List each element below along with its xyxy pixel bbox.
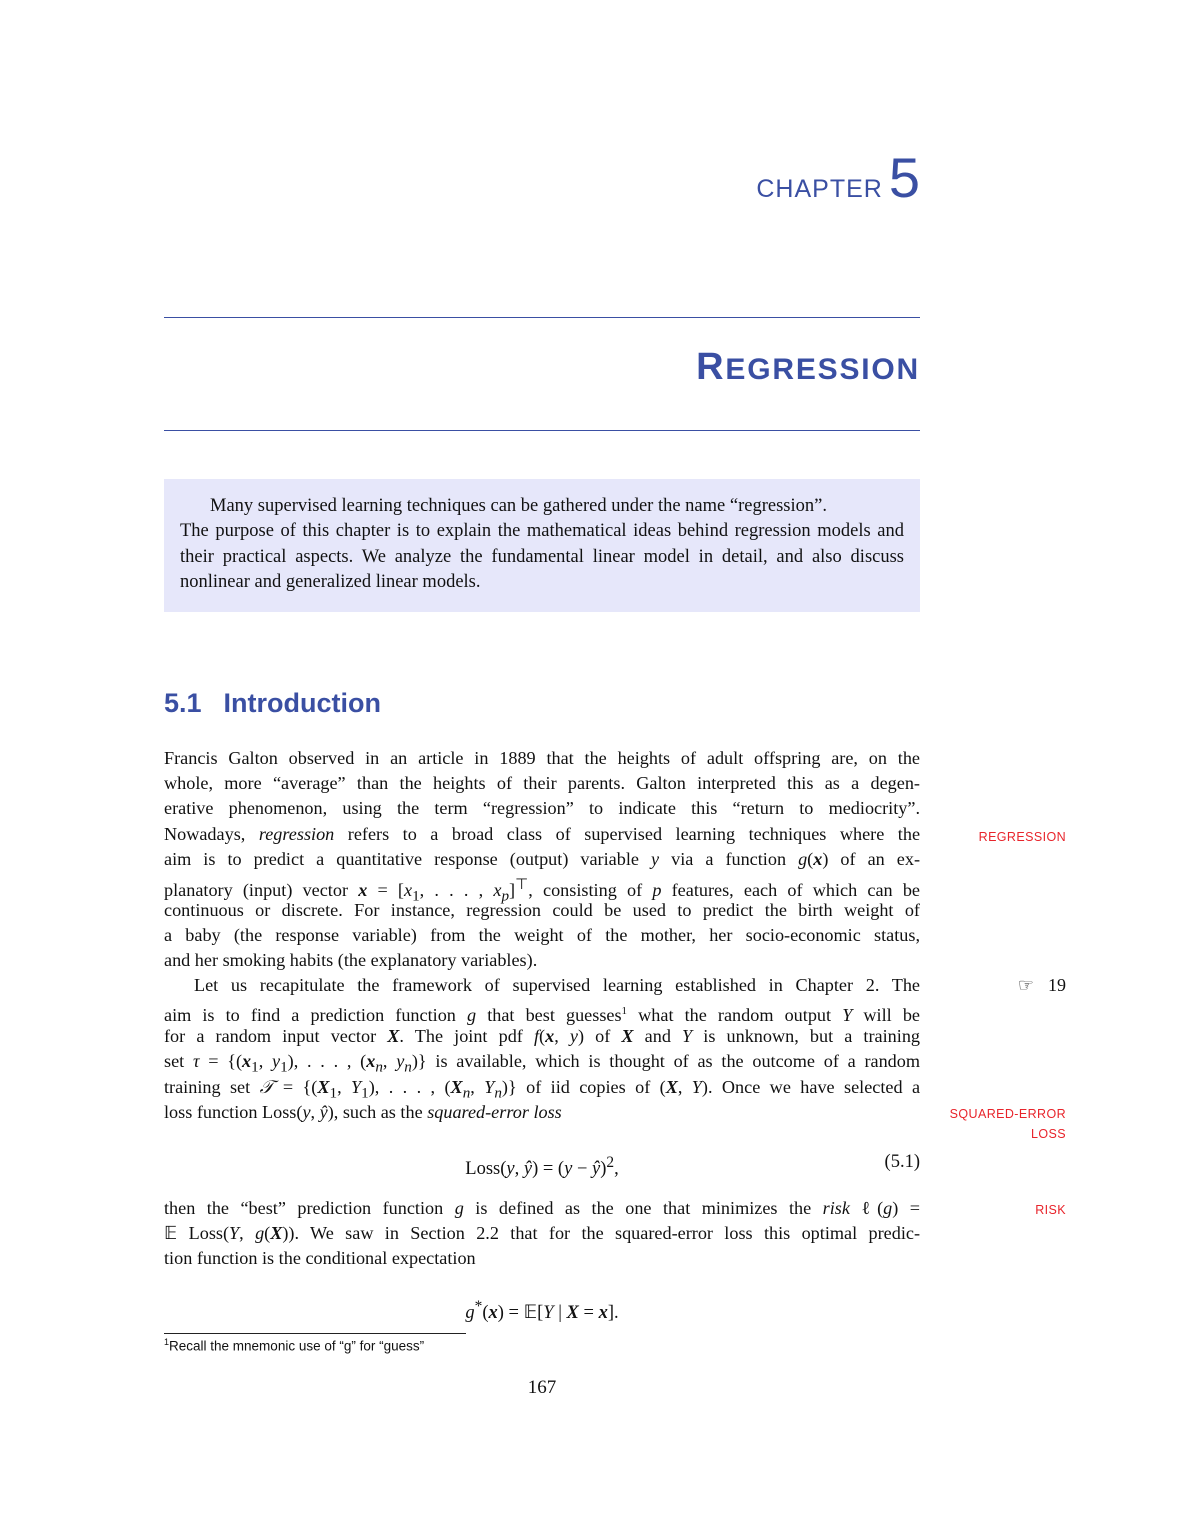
body-line: aim is to find a prediction function g that best guesses$^1$ what the random output Y will be <box>164 1005 920 1026</box>
margin-note-regression: REGRESSION <box>978 830 1066 844</box>
body-line: then the “best” prediction function g is defined as the one that minimizes the risk ℓ(g) = <box>164 1198 921 1218</box>
title-top-rule <box>164 317 920 318</box>
equation-5-1: Loss(y, ŷ) = (y − ŷ)$^2$, (5.1) <box>465 1152 920 1180</box>
margin-note-risk: RISK <box>1035 1203 1066 1217</box>
pointing-hand-icon: ☞ <box>1017 975 1034 996</box>
body-line: erative phenomenon, using the term “regression” to indicate this “return to mediocrity”. <box>164 798 920 818</box>
body-line: for a random input vector X. The joint pdf f(x, y) of X and Y is unknown, but a training <box>164 1026 921 1046</box>
page-number: 167 <box>527 1377 557 1398</box>
body-line: and her smoking habits (the explanatory variables). <box>164 950 538 970</box>
chapter-label <box>700 146 920 209</box>
body-line: training set 𝒯 = {($X_1$, $Y_1$), . . . , ($X_n$, $Y_n$)} of iid copies of (X, Y). Once we have selected a <box>164 1077 921 1102</box>
footnote-rule <box>164 1333 466 1334</box>
body-line: set $\tau = \{(x_1$, $y_1$), . . . , ($x_n$, $y_n$)} is available, which is thought of as the outcome of a random <box>164 1051 920 1076</box>
body-line: Nowadays, regression refers to a broad class of supervised learning techniques where the <box>164 824 921 844</box>
body-line: a baby (the response variable) from the weight of the mother, her socio-economic status, <box>164 925 920 945</box>
footnote: $^1$Recall the mnemonic use of “g” for “guess” <box>164 1337 425 1354</box>
body-line: tion function is the conditional expectation <box>164 1248 476 1268</box>
chapter-title: REGRESSION <box>696 346 920 388</box>
section-heading: 5.1 Introduction <box>164 688 382 718</box>
chapter-number: 5 <box>888 146 920 209</box>
body-line: planatory (input) vector $x = [x_1$, . . . , $x_p]^⊤$, consisting of p features, each of which can be <box>164 876 920 905</box>
body-line: loss function Loss(y, ŷ), such as the squared-error loss <box>164 1102 562 1122</box>
abstract-text: Many supervised learning techniques can be gathered under the name “regression”. The purpose of this chapter is to explain the mathematical ideas behind regression models and their practical aspects. We analyze the fundamental linear model in detail, and also discuss nonlinear and generalized linear models. <box>180 496 904 592</box>
body-line: Francis Galton observed in an article in 1889 that the heights of adult offspring are, on the <box>164 748 920 768</box>
body-line: whole, more “average” than the heights of their parents. Galton interpreted this as a degen- <box>164 773 920 793</box>
body-line: Let us recapitulate the framework of supervised learning established in Chapter 2. The <box>194 975 920 995</box>
title-bottom-rule <box>164 430 920 431</box>
equation-number: (5.1) <box>884 1152 920 1172</box>
margin-note-squared-error-loss: SQUARED-ERROR LOSS <box>949 1107 1066 1141</box>
margin-page-reference[interactable]: ☞ 19 <box>1017 975 1066 996</box>
chapter-word: CHAPTER <box>756 175 883 203</box>
body-line: aim is to predict a quantitative response (output) variable y via a function g(x) of an ex- <box>164 849 920 869</box>
body-line: 𝔼 Loss(Y, g(X)). We saw in Section 2.2 that for the squared-error loss this optimal predic- <box>164 1223 920 1243</box>
equation-conditional-expectation: g*(x) = 𝔼[Y | X = x]. <box>465 1298 619 1324</box>
body-line: continuous or discrete. For instance, regression could be used to predict the birth weight of <box>164 900 920 920</box>
